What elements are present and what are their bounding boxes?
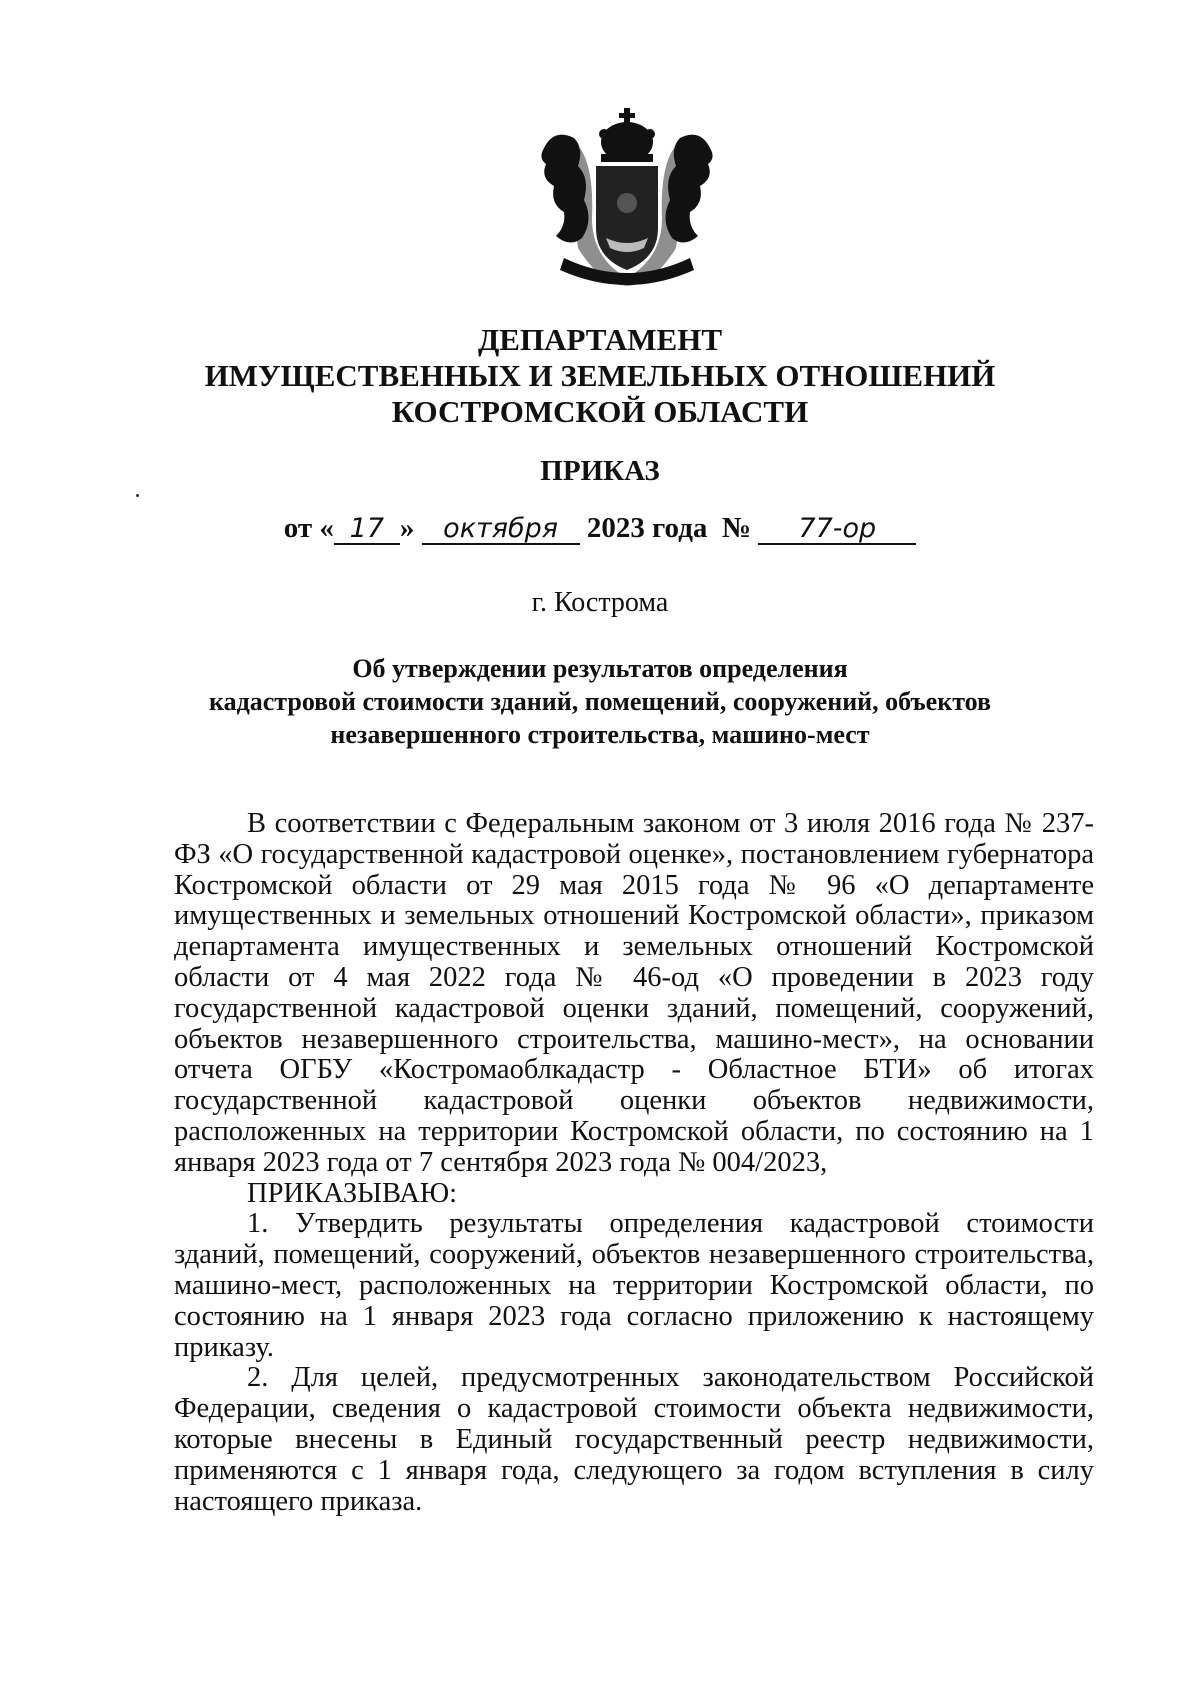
date-year: 2023 года	[586, 512, 708, 544]
order-body	[174, 809, 1094, 1517]
header-line-1: ДЕПАРТАМЕНТ	[477, 322, 723, 357]
kostroma-coat-of-arms-icon	[534, 108, 720, 286]
subject-line-2: кадастровой стоимости зданий, помещений, сооружений, объектов	[208, 687, 992, 716]
header-line-3: КОСТРОМСКОЙ ОБЛАСТИ	[391, 394, 809, 429]
order-word: ПРИКАЗЫВАЮ:	[247, 1177, 458, 1209]
handwritten-order-number: 77-ор	[758, 515, 916, 545]
subject-line-3: незавершенного строительства, машино-мест	[330, 720, 870, 749]
date-quote-close: »	[399, 512, 415, 544]
order-item-2: 2. Для целей, предусмотренных законодательством Российской Федерации, сведения о кадастровой стоимости объекта недвижимости, которые внесены в Единый государственный реестр недвижимости, применяются с 1 января года, следующего за годом вступления в силу настоящего приказа.	[174, 1362, 1094, 1517]
date-number-line	[0, 512, 1200, 545]
order-item-1: 1. Утвердить результаты определения кадастровой стоимости зданий, помещений, сооружений, объектов незавершенного строительства, машино-мест, расположенных на территории Костромской области, по состоянию на 1 января 2023 года согласно приложению к настоящему приказу.	[174, 1208, 1094, 1363]
preamble-paragraph: В соответствии с Федеральным законом от 3 июля 2016 года № 237-ФЗ «О государственной кадастровой оценке», постановлением губернатора Костромской области от 29 мая 2015 года № 96 «О департаменте имущественных и земельных отношений Костромской области», приказом департамента имущественных и земельных отношений Костромской области от 4 мая 2022 года № 46-од «О проведении в 2023 году государственной кадастровой оценки зданий, помещений, сооружений, объектов незавершенного строительства, машино-мест», на основании отчета ОГБУ «Костромаоблкадастр - Областное БТИ» об итогах государственной кадастровой оценки объектов недвижимости, расположенных на территории Костромской области, по состоянию на 1 января 2023 года от 7 сентября 2023 года № 004/2023,	[174, 808, 1094, 1178]
handwritten-month: октября	[422, 515, 580, 545]
handwritten-day: 17	[334, 515, 400, 545]
number-label: №	[721, 512, 752, 544]
subject-line-1: Об утверждении результатов определения	[352, 654, 848, 683]
document-type-title: ПРИКАЗ	[540, 455, 660, 487]
department-header	[0, 322, 1200, 430]
scan-speck	[136, 494, 139, 497]
header-line-2: ИМУЩЕСТВЕННЫХ И ЗЕМЕЛЬНЫХ ОТНОШЕНИЙ	[204, 358, 996, 393]
order-subject	[0, 652, 1200, 751]
date-prefix: от «	[283, 512, 334, 544]
city-line: г. Кострома	[531, 587, 669, 618]
